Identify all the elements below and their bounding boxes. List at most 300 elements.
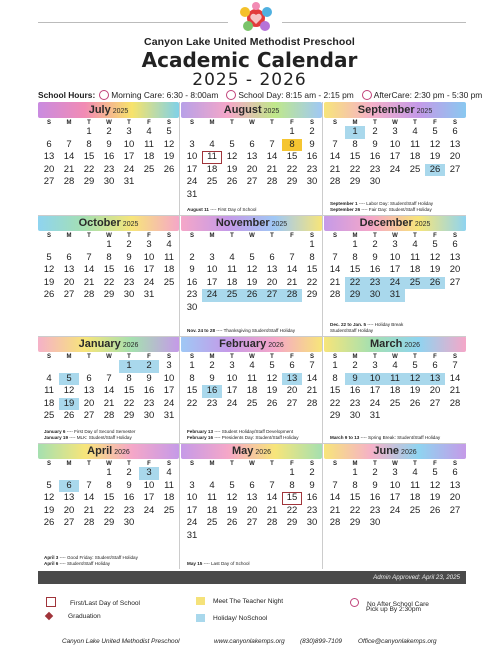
day-cell: 14 bbox=[329, 492, 341, 503]
row-separator bbox=[38, 215, 466, 216]
day-cell: 24 bbox=[186, 176, 198, 187]
weekday-label: M bbox=[209, 120, 215, 126]
legend-graduation-label: Graduation bbox=[68, 613, 101, 620]
day-cell: 15 bbox=[282, 492, 302, 505]
day-cell: 8 bbox=[189, 372, 195, 384]
day-cell: 6 bbox=[86, 372, 92, 384]
day-cell: 8 bbox=[352, 479, 358, 491]
day-cell: 4 bbox=[392, 360, 398, 371]
day-cell: 17 bbox=[163, 385, 175, 396]
day-cell: 26 bbox=[226, 176, 238, 187]
day-cell: 15 bbox=[349, 264, 361, 275]
month-year: 2025 bbox=[112, 108, 129, 115]
weekday-label: T bbox=[373, 120, 377, 126]
day-cell: 23 bbox=[306, 504, 318, 516]
clock-icon bbox=[362, 90, 372, 100]
legend-teacher-night-label: Meet The Teacher Night bbox=[213, 598, 284, 605]
day-cell: 25 bbox=[163, 276, 175, 288]
day-cell: 28 bbox=[266, 176, 278, 187]
day-cell: 1 bbox=[289, 467, 295, 478]
note-text: ---- Good Friday: Student/Staff Holiday bbox=[59, 555, 138, 560]
day-cell: 22 bbox=[306, 276, 318, 288]
day-cell: 28 bbox=[449, 397, 461, 409]
day-cell: 26 bbox=[425, 164, 445, 177]
day-cell: 24 bbox=[226, 397, 238, 409]
note-date: April 3 bbox=[44, 555, 60, 560]
day-cell: 26 bbox=[43, 289, 55, 300]
blank-day bbox=[99, 360, 119, 373]
note-text: ---- Labor Day: Student/Staff Holiday bbox=[358, 201, 434, 206]
day-cell: 17 bbox=[206, 276, 218, 288]
day-cell: 12 bbox=[63, 385, 75, 396]
day-cell: 31 bbox=[385, 289, 405, 302]
day-cell: 30 bbox=[369, 517, 381, 528]
month-march bbox=[324, 336, 466, 443]
note-text: ---- Student/Staff Holiday bbox=[59, 561, 111, 566]
blank-day bbox=[262, 239, 282, 252]
day-cell: 13 bbox=[266, 264, 278, 275]
note-date: Dec. 22 to Jan. 5 bbox=[330, 322, 368, 327]
day-cell: 8 bbox=[332, 372, 338, 384]
day-cell: 10 bbox=[186, 492, 198, 503]
day-cell: 11 bbox=[207, 492, 217, 503]
weekday-label: S bbox=[189, 461, 194, 467]
note-line bbox=[44, 435, 135, 441]
note-text: ---- Thanksgiving Student/Staff Holiday bbox=[216, 328, 296, 333]
day-cell: 2 bbox=[126, 239, 132, 250]
blank-day bbox=[202, 126, 222, 139]
month-year: 2025 bbox=[271, 221, 288, 228]
note-text: ---- Last Day of School bbox=[203, 561, 250, 566]
first-last-swatch bbox=[46, 597, 56, 607]
day-cell: 23 bbox=[369, 504, 381, 516]
day-cell: 21 bbox=[266, 504, 278, 516]
day-cell: 10 bbox=[143, 251, 155, 263]
month-header bbox=[181, 336, 322, 352]
day-cell: 20 bbox=[83, 397, 95, 409]
day-cell: 20 bbox=[43, 163, 55, 175]
day-cell: 13 bbox=[83, 385, 95, 396]
weekday-label: W bbox=[249, 233, 255, 239]
day-cell: 20 bbox=[266, 276, 278, 288]
day-cell: 20 bbox=[246, 504, 258, 516]
weekday-label: T bbox=[127, 354, 131, 360]
day-cell: 12 bbox=[266, 372, 278, 384]
day-cell: 23 bbox=[365, 277, 385, 290]
day-cell: 7 bbox=[289, 251, 295, 263]
note-text: ---- Spring Break: Student/Staff Holiday bbox=[360, 435, 441, 440]
day-cell: 29 bbox=[345, 289, 365, 302]
weekday-label: S bbox=[332, 120, 337, 126]
day-cell: 7 bbox=[269, 138, 275, 150]
day-cell: 7 bbox=[66, 138, 72, 150]
month-name: August bbox=[223, 104, 262, 116]
no-after-care-icon bbox=[350, 598, 359, 607]
month-year: 2026 bbox=[255, 449, 271, 456]
month-year: 2025 bbox=[122, 221, 139, 228]
day-cell: 3 bbox=[189, 138, 195, 150]
blank-day bbox=[79, 467, 99, 480]
day-cell: 7 bbox=[452, 360, 458, 371]
weekday-label: S bbox=[46, 461, 51, 467]
day-cell: 26 bbox=[63, 410, 75, 421]
day-cell: 24 bbox=[202, 289, 222, 302]
note-date: Nov. 24 to 28 bbox=[187, 328, 217, 333]
day-cell: 20 bbox=[286, 385, 298, 396]
day-cell: 17 bbox=[369, 385, 381, 396]
weekday-label: F bbox=[433, 233, 437, 239]
day-cell: 18 bbox=[409, 492, 421, 503]
blank-day bbox=[59, 360, 79, 373]
day-cell: 21 bbox=[449, 385, 461, 396]
day-cell: 1 bbox=[332, 360, 338, 371]
day-cell: 21 bbox=[63, 163, 75, 175]
day-cell: 26 bbox=[226, 517, 238, 528]
day-cell: 6 bbox=[269, 251, 275, 263]
day-cell: 27 bbox=[262, 289, 282, 302]
day-cell: 14 bbox=[306, 372, 318, 384]
legend-holiday bbox=[196, 614, 267, 622]
day-cell: 20 bbox=[63, 504, 75, 516]
day-cell: 25 bbox=[163, 504, 175, 516]
day-cell: 25 bbox=[143, 163, 155, 175]
day-cell: 19 bbox=[429, 264, 441, 275]
blank-day bbox=[79, 239, 99, 252]
weekday-label: F bbox=[290, 461, 294, 467]
day-cell: 10 bbox=[389, 138, 401, 150]
day-cell: 28 bbox=[266, 517, 278, 528]
day-cell: 21 bbox=[329, 276, 341, 288]
day-cell: 20 bbox=[449, 151, 461, 162]
day-cell: 4 bbox=[46, 372, 52, 384]
blank-day bbox=[222, 126, 242, 139]
note-line bbox=[187, 561, 250, 567]
day-cell: 10 bbox=[226, 372, 238, 384]
month-year: 2025 bbox=[263, 108, 280, 115]
hands-heart-logo bbox=[236, 0, 276, 36]
month-header bbox=[324, 336, 466, 352]
day-cell: 17 bbox=[186, 504, 198, 516]
note-text: ---- First Day of School bbox=[210, 207, 257, 212]
month-year: 2026 bbox=[268, 342, 284, 349]
note-text: ---- Holiday Break bbox=[367, 322, 404, 327]
day-cell: 24 bbox=[389, 163, 401, 175]
blank-day bbox=[39, 467, 59, 480]
day-cell: 3 bbox=[146, 239, 152, 250]
morning-care: Morning Care: 6:30 - 8:00am bbox=[111, 90, 219, 100]
weekday-label: F bbox=[290, 233, 294, 239]
day-cell: 6 bbox=[452, 239, 458, 250]
top-rule-right bbox=[282, 22, 466, 23]
weekday-label: T bbox=[270, 461, 274, 467]
day-cell: 15 bbox=[103, 492, 115, 503]
day-cell: 23 bbox=[143, 397, 155, 409]
day-cell: 7 bbox=[309, 360, 315, 371]
day-cell: 3 bbox=[392, 467, 398, 478]
weekday-label: M bbox=[352, 120, 358, 126]
month-july bbox=[38, 102, 180, 215]
day-cell: 11 bbox=[410, 251, 420, 263]
day-cell: 18 bbox=[409, 151, 421, 162]
day-cell: 16 bbox=[306, 151, 318, 162]
day-cell: 1 bbox=[106, 467, 112, 478]
day-cell: 26 bbox=[429, 504, 441, 516]
weekday-label: W bbox=[249, 461, 255, 467]
day-cell: 31 bbox=[369, 410, 381, 421]
day-cell: 6 bbox=[289, 360, 295, 371]
day-cell: 21 bbox=[306, 385, 318, 396]
legend-first-last-label: First/Last Day of School bbox=[70, 600, 140, 607]
day-cell: 29 bbox=[329, 410, 341, 421]
day-cell: 28 bbox=[282, 289, 302, 302]
day-cell: 7 bbox=[86, 251, 92, 263]
day-cell: 24 bbox=[385, 277, 405, 290]
day-cell: 6 bbox=[432, 360, 438, 371]
day-cell: 15 bbox=[329, 385, 341, 396]
month-header bbox=[38, 215, 179, 231]
day-cell: 25 bbox=[43, 410, 55, 421]
day-cell: 27 bbox=[43, 176, 55, 187]
day-cell: 22 bbox=[329, 397, 341, 409]
day-cell: 13 bbox=[63, 264, 75, 275]
day-cell: 1 bbox=[289, 126, 295, 137]
day-cell: 13 bbox=[282, 373, 302, 386]
month-header bbox=[38, 443, 179, 459]
day-cell: 11 bbox=[202, 151, 222, 164]
weekday-label: S bbox=[309, 233, 314, 239]
weekday-label: M bbox=[66, 120, 72, 126]
day-cell: 23 bbox=[186, 289, 198, 300]
footer-web[interactable]: www.canyonlakemps.org bbox=[214, 638, 285, 645]
day-cell: 12 bbox=[43, 492, 55, 503]
weekday-label: W bbox=[249, 120, 255, 126]
day-cell: 22 bbox=[103, 504, 115, 516]
day-cell: 7 bbox=[332, 479, 338, 491]
day-cell: 14 bbox=[83, 492, 95, 503]
legend-teacher-night bbox=[196, 597, 283, 605]
weekday-label: F bbox=[147, 233, 151, 239]
month-name: February bbox=[219, 338, 267, 350]
weekday-label: S bbox=[452, 461, 457, 467]
weekday-label: T bbox=[270, 354, 274, 360]
weekday-label: S bbox=[309, 461, 314, 467]
note-date: March 9 to 13 bbox=[330, 435, 361, 440]
day-grid bbox=[324, 126, 466, 189]
day-grid bbox=[181, 239, 322, 314]
day-cell: 23 bbox=[369, 163, 381, 175]
day-cell: 26 bbox=[425, 277, 445, 290]
month-name: November bbox=[215, 217, 270, 229]
note-text: Student/Staff Holiday bbox=[330, 328, 374, 333]
month-year: 2026 bbox=[114, 449, 130, 456]
day-cell: 11 bbox=[227, 264, 237, 275]
month-header bbox=[181, 215, 322, 231]
day-cell: 6 bbox=[66, 251, 72, 263]
day-cell: 6 bbox=[249, 138, 255, 150]
day-cell: 19 bbox=[246, 276, 258, 288]
day-cell: 12 bbox=[429, 479, 441, 491]
weekday-label: F bbox=[147, 354, 151, 360]
day-cell: 3 bbox=[372, 360, 378, 371]
month-january bbox=[38, 336, 180, 443]
day-cell: 26 bbox=[43, 517, 55, 528]
day-cell: 28 bbox=[83, 517, 95, 528]
day-cell: 12 bbox=[43, 264, 55, 275]
day-cell: 18 bbox=[206, 163, 218, 175]
day-cell: 10 bbox=[143, 479, 155, 491]
day-cell: 14 bbox=[286, 264, 298, 275]
legend-first-last bbox=[46, 597, 140, 607]
day-cell: 6 bbox=[452, 467, 458, 478]
day-cell: 17 bbox=[143, 264, 155, 275]
day-cell: 9 bbox=[189, 264, 195, 275]
month-december bbox=[324, 215, 466, 336]
day-cell: 22 bbox=[349, 504, 361, 516]
day-cell: 3 bbox=[189, 479, 195, 491]
day-cell: 15 bbox=[186, 385, 198, 396]
weekday-label: M bbox=[352, 233, 358, 239]
day-cell: 10 bbox=[123, 138, 135, 150]
day-cell: 12 bbox=[163, 138, 175, 150]
day-cell: 20 bbox=[449, 492, 461, 503]
day-cell: 25 bbox=[246, 397, 258, 409]
day-cell: 14 bbox=[266, 492, 278, 503]
footer-phone: (830)899-7109 bbox=[300, 638, 342, 645]
day-cell: 4 bbox=[146, 126, 152, 137]
month-name: September bbox=[357, 104, 415, 116]
day-cell: 24 bbox=[143, 504, 155, 516]
day-cell: 27 bbox=[286, 397, 298, 409]
day-cell: 8 bbox=[309, 251, 315, 263]
day-cell: 15 bbox=[349, 151, 361, 162]
month-year: 2026 bbox=[122, 342, 139, 349]
weekday-label: T bbox=[230, 120, 234, 126]
day-cell: 26 bbox=[163, 163, 175, 175]
blank-day bbox=[282, 239, 302, 252]
day-cell: 14 bbox=[83, 264, 95, 275]
day-cell: 23 bbox=[306, 163, 318, 175]
day-cell: 2 bbox=[309, 126, 315, 137]
day-cell: 22 bbox=[123, 397, 135, 409]
day-cell: 21 bbox=[103, 397, 115, 409]
day-cell: 6 bbox=[46, 138, 52, 150]
day-cell: 22 bbox=[345, 277, 365, 290]
weekday-label: M bbox=[209, 233, 215, 239]
blank-day bbox=[325, 239, 345, 252]
month-may bbox=[181, 443, 323, 569]
day-cell: 27 bbox=[63, 289, 75, 300]
blank-day bbox=[182, 126, 202, 139]
top-rule-left bbox=[38, 22, 228, 23]
day-cell: 9 bbox=[126, 251, 132, 263]
weekday-label: T bbox=[127, 233, 131, 239]
month-header bbox=[324, 215, 466, 231]
weekday-label: S bbox=[189, 233, 194, 239]
blank-day bbox=[242, 126, 262, 139]
day-cell: 26 bbox=[409, 397, 421, 409]
weekday-label: T bbox=[230, 233, 234, 239]
month-year: 2026 bbox=[404, 342, 420, 349]
note-date: August 11 bbox=[187, 207, 211, 212]
day-cell: 3 bbox=[209, 251, 215, 263]
weekday-label: S bbox=[332, 354, 337, 360]
day-cell: 21 bbox=[329, 504, 341, 516]
month-june bbox=[324, 443, 466, 569]
day-cell: 10 bbox=[163, 372, 175, 384]
day-cell: 11 bbox=[144, 138, 154, 150]
footer-email[interactable]: Office@canyonlakemps.org bbox=[358, 638, 437, 645]
weekday-label: T bbox=[373, 461, 377, 467]
day-cell: 11 bbox=[410, 138, 420, 150]
day-cell: 1 bbox=[189, 360, 195, 371]
day-cell: 10 bbox=[389, 479, 401, 491]
day-cell: 1 bbox=[345, 126, 365, 139]
day-cell: 30 bbox=[103, 176, 115, 187]
day-cell: 5 bbox=[432, 467, 438, 478]
month-notes bbox=[181, 328, 295, 334]
holiday-swatch bbox=[196, 614, 205, 622]
school-hours-label: School Hours: bbox=[38, 90, 96, 100]
day-cell: 11 bbox=[44, 385, 54, 396]
note-text: ---- Student Holiday/Staff Development bbox=[214, 429, 294, 434]
note-date: January 6 bbox=[44, 429, 67, 434]
weekday-label: W bbox=[392, 233, 398, 239]
note-date: April 6 bbox=[44, 561, 60, 566]
day-cell: 9 bbox=[126, 479, 132, 491]
blank-day bbox=[242, 467, 262, 480]
day-cell: 10 bbox=[365, 373, 385, 386]
day-cell: 7 bbox=[269, 479, 275, 491]
day-cell: 27 bbox=[429, 397, 441, 409]
day-cell: 27 bbox=[246, 176, 258, 187]
day-cell: 19 bbox=[429, 492, 441, 503]
day-cell: 3 bbox=[166, 360, 172, 371]
weekday-label: F bbox=[433, 354, 437, 360]
day-cell: 23 bbox=[349, 397, 361, 409]
day-cell: 11 bbox=[164, 251, 174, 263]
weekday-label: S bbox=[166, 120, 171, 126]
day-cell: 8 bbox=[352, 138, 358, 150]
day-cell: 18 bbox=[143, 151, 155, 162]
day-cell: 12 bbox=[246, 264, 258, 275]
day-cell: 1 bbox=[309, 239, 315, 250]
day-cell: 22 bbox=[83, 163, 95, 175]
day-cell: 15 bbox=[123, 385, 135, 396]
weekday-label: T bbox=[413, 120, 417, 126]
approval-text: Admin Approved: April 23, 2025 bbox=[373, 574, 460, 581]
day-cell: 2 bbox=[126, 467, 132, 478]
day-cell: 12 bbox=[226, 492, 238, 503]
day-cell: 16 bbox=[123, 492, 135, 503]
day-cell: 2 bbox=[372, 467, 378, 478]
day-cell: 17 bbox=[389, 151, 401, 162]
note-text: ---- Fair Day: Student/Staff Holiday bbox=[361, 207, 432, 212]
day-cell: 12 bbox=[429, 251, 441, 263]
month-name: October bbox=[78, 217, 121, 229]
day-cell: 21 bbox=[83, 504, 95, 516]
day-cell: 3 bbox=[126, 126, 132, 137]
day-grid bbox=[181, 467, 322, 542]
blank-day bbox=[262, 467, 282, 480]
day-cell: 1 bbox=[106, 239, 112, 250]
day-cell: 5 bbox=[412, 360, 418, 371]
day-cell: 31 bbox=[186, 529, 198, 541]
weekday-label: S bbox=[189, 120, 194, 126]
blank-day bbox=[222, 467, 242, 480]
day-cell: 2 bbox=[309, 467, 315, 478]
day-cell: 1 bbox=[352, 239, 358, 250]
weekday-label: F bbox=[433, 120, 437, 126]
